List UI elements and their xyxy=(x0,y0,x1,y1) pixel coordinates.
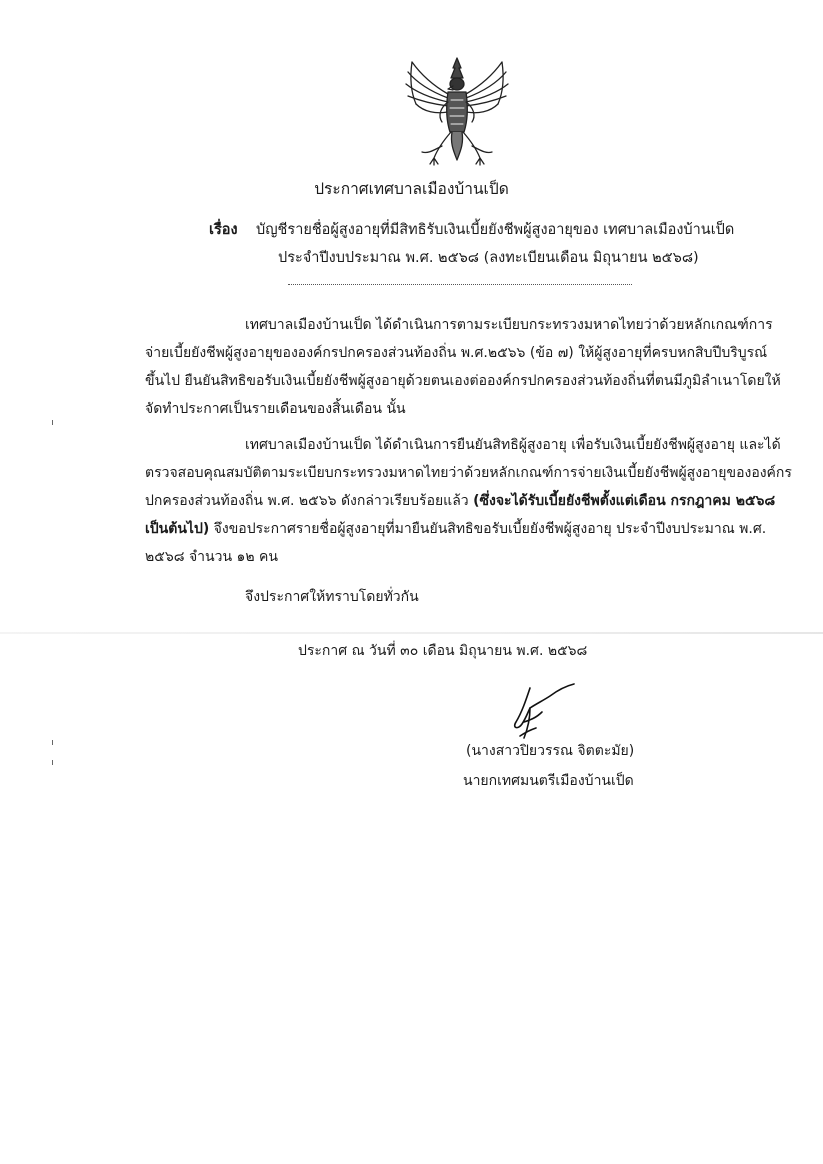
scan-speck xyxy=(52,740,53,745)
paragraph2-line-3 xyxy=(145,494,775,508)
garuda-emblem-icon xyxy=(404,56,510,168)
paragraph1-line-1: เทศบาลเมืองบ้านเป็ด ได้ดำเนินการตามระเบียบกระทรวงมหาดไทยว่าด้วยหลักเกณฑ์การ xyxy=(245,317,773,333)
subject-line-1: บัญชีรายชื่อผู้สูงอายุที่มีสิทธิรับเงินเบี้ยยังชีพผู้สูงอายุของ เทศบาลเมืองบ้านเป็ด xyxy=(256,222,735,238)
subject-line-2: ประจำปีงบประมาณ พ.ศ. ๒๕๖๘ (ลงทะเบียนเดือน มิถุนายน ๒๕๖๘) xyxy=(278,250,699,266)
announcement-date: ประกาศ ณ วันที่ ๓๐ เดือน มิถุนายน พ.ศ. ๒๕๖๘ xyxy=(298,643,588,659)
closing-line: จึงประกาศให้ทราบโดยทั่วกัน xyxy=(245,589,419,605)
document-title: ประกาศเทศบาลเมืองบ้านเป็ด xyxy=(314,180,509,198)
scan-artifact-line xyxy=(0,632,823,634)
paragraph2-line-3-normal: ปกครองส่วนท้องถิ่น พ.ศ. ๒๕๖๖ ดังกล่าวเรียบร้อยแล้ว xyxy=(145,493,474,509)
signatory-position: นายกเทศมนตรีเมืองบ้านเป็ด xyxy=(463,773,634,789)
paragraph2-line-5: ๒๕๖๘ จำนวน ๑๒ คน xyxy=(145,549,278,565)
paragraph2-line-4 xyxy=(145,522,766,536)
scan-speck xyxy=(52,760,53,765)
scan-speck xyxy=(52,420,53,425)
paragraph1-line-3: ขึ้นไป ยืนยันสิทธิขอรับเงินเบี้ยยังชีพผู้สูงอายุด้วยตนเองต่อองค์กรปกครองส่วนท้องถิ่นที่ตนมีภูมิลำเนาโดยให้ xyxy=(145,373,781,389)
paragraph2-line-3-bold: (ซึ่งจะได้รับเบี้ยยังชีพตั้งแต่เดือน กรกฎาคม ๒๕๖๘ xyxy=(473,493,776,509)
paragraph1-line-2: จ่ายเบี้ยยังชีพผู้สูงอายุขององค์กรปกครองส่วนท้องถิ่น พ.ศ.๒๕๖๖ (ข้อ ๗) ให้ผู้สูงอายุที่ครบหกสิบปีบริบูรณ์ xyxy=(145,345,768,361)
signatory-name: (นางสาวปิยวรรณ จิตตะมัย) xyxy=(466,743,635,759)
subject-label: เรื่อง xyxy=(209,222,238,238)
paragraph2-line-4-bold: เป็นต้นไป) xyxy=(145,521,210,537)
separator-dotted-line xyxy=(288,284,632,285)
handwritten-signature xyxy=(500,682,580,744)
paragraph2-line-2: ตรวจสอบคุณสมบัติตามระเบียบกระทรวงมหาดไทยว่าด้วยหลักเกณฑ์การจ่ายเงินเบี้ยยังชีพผู้สูงอายุขององค์กร xyxy=(145,465,792,481)
paragraph2-line-4-normal: จึงขอประกาศรายชื่อผู้สูงอายุที่มายืนยันสิทธิขอรับเบี้ยยังชีพผู้สูงอายุ ประจำปีงบประมาณ พ.ศ. xyxy=(209,521,767,537)
paragraph2-line-1: เทศบาลเมืองบ้านเป็ด ได้ดำเนินการยืนยันสิทธิผู้สูงอายุ เพื่อรับเงินเบี้ยยังชีพผู้สูงอายุ และได้ xyxy=(245,437,781,453)
paragraph1-line-4: จัดทำประกาศเป็นรายเดือนของสิ้นเดือน นั้น xyxy=(145,401,406,417)
